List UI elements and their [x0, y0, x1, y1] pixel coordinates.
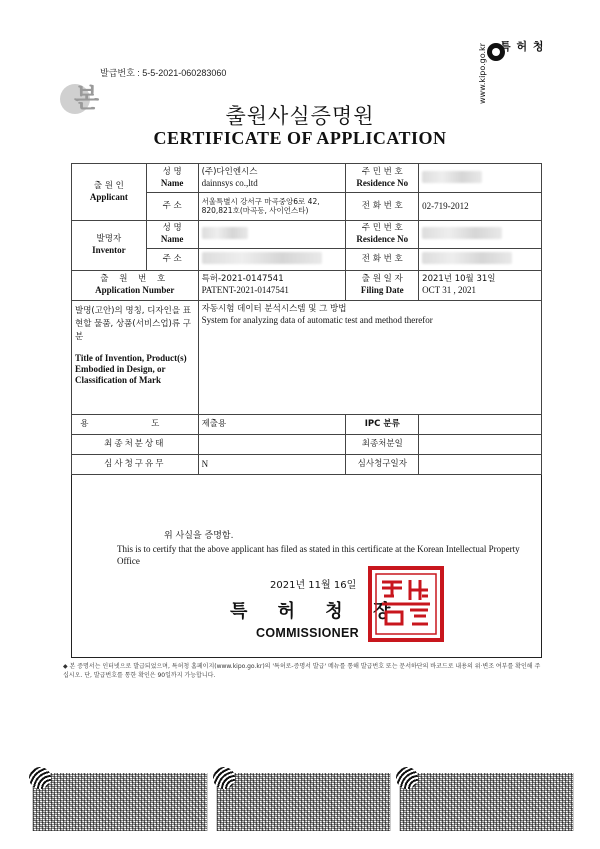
applicant-name-label-en: Name — [160, 177, 184, 188]
filing-date-label-en: Filing Date — [360, 285, 404, 296]
inventor-name-label-en: Name — [160, 234, 184, 245]
exam-request-date-label: 심사청구일자 — [346, 455, 419, 475]
official-seal-icon — [368, 566, 444, 642]
logo-text: 특 허 청 — [500, 40, 545, 53]
final-status-label: 최종처분상태 — [72, 435, 199, 455]
inventor-resno-cell — [419, 221, 542, 249]
issuance-notice: ◆ 본 증명서는 인터넷으로 발급되었으며, 특허청 홈페이지(www.kipo.go.kr)의 '특허로-증명서 발급' 메뉴를 통해 발급번호 또는 문서하단의 바코드로 내용의 위·변조 여부를 확인해 주십시오. 단, 발급번호를 통한 확인은 90일까지 가능합니다. — [63, 663, 541, 679]
application-table — [71, 163, 542, 475]
application-number-ko: 특허-2021-0147541 — [201, 274, 284, 285]
inventor-label-cell — [72, 221, 147, 271]
ipc-label: IPC 분류 — [346, 415, 419, 435]
document-barcode-3 — [399, 773, 574, 831]
inventor-label-ko: 발명자 — [96, 234, 122, 245]
application-number-en: PATENT-2021-0147541 — [201, 285, 289, 296]
application-number-label-cell — [72, 271, 199, 301]
title-of-invention-label-cell — [72, 301, 199, 415]
applicant-phone-label: 전 화 번 호 — [346, 193, 419, 221]
issue-date: 2021년 11월 16일 — [270, 580, 357, 591]
inventor-label-en: Inventor — [92, 245, 126, 256]
applicant-name-ko: (주)다인엔시스 — [201, 166, 258, 177]
applicant-label-en: Applicant — [89, 191, 128, 202]
redacted-block — [202, 252, 322, 264]
issuer-title-ko: 특 허 청 장 — [230, 601, 403, 622]
filing-date-label-cell — [346, 271, 419, 301]
document-barcode-2 — [216, 773, 391, 831]
applicant-name-label-cell — [146, 164, 198, 193]
document-barcode-1 — [32, 773, 208, 831]
exam-request-label: 심사청구유무 — [72, 455, 199, 475]
logo-url-text: www.kipo.go.kr — [478, 43, 487, 104]
application-number-label-ko: 출 원 번 호 — [100, 274, 170, 285]
applicant-resno-label-cell — [346, 164, 419, 193]
final-date-label: 최종처분일 — [346, 435, 419, 455]
issue-number: 발급번호 : 5-5-2021-060283060 — [100, 68, 227, 78]
applicant-name-cell — [198, 164, 346, 193]
inventor-phone-cell — [419, 249, 542, 271]
filing-date-ko: 2021년 10월 31일 — [422, 274, 496, 285]
applicant-resno-label-en: Residence No — [356, 177, 409, 188]
inventor-name-cell — [198, 221, 346, 249]
inventor-phone-label: 전 화 번 호 — [346, 249, 419, 271]
certification-text-ko: 위 사실을 증명함. — [164, 531, 234, 541]
exam-request-value: N — [198, 455, 346, 475]
final-status-value — [198, 435, 346, 455]
inventor-resno-label-cell — [346, 221, 419, 249]
applicant-resno-label-ko: 주 민 번 호 — [361, 166, 403, 177]
original-watermark: 본 — [60, 84, 104, 114]
exam-request-date-value — [419, 455, 542, 475]
filing-date-cell — [419, 271, 542, 301]
redacted-block — [422, 252, 512, 264]
applicant-phone: 02-719-2012 — [419, 193, 542, 221]
applicant-address-label: 주 소 — [146, 193, 198, 221]
inventor-name-label-ko: 성 명 — [162, 223, 182, 234]
filing-date-en: OCT 31 , 2021 — [422, 285, 477, 296]
page-title-english: CERTIFICATE OF APPLICATION — [153, 128, 447, 148]
title-of-invention-label-en: Title of Invention, Product(s) Embodied in Design, or Classification of Mark — [75, 353, 187, 385]
inventor-resno-label-en: Residence No — [356, 234, 409, 245]
inventor-resno-label-ko: 주 민 번 호 — [361, 223, 403, 234]
issuer-title-en: COMMISSIONER — [256, 626, 359, 640]
redacted-block — [422, 227, 502, 239]
applicant-name-label-ko: 성 명 — [162, 166, 182, 177]
final-date-value — [419, 435, 542, 455]
applicant-label-ko: 출 원 인 — [93, 180, 124, 191]
application-number-cell — [198, 271, 346, 301]
applicant-resno-cell — [419, 164, 542, 193]
applicant-name-en: dainnsys co.,ltd — [201, 177, 258, 188]
application-number-label-en: Application Number — [95, 285, 175, 296]
title-of-invention-ko: 자동시험 데이터 분석시스템 및 그 방법 — [201, 304, 347, 314]
title-of-invention-en: System for analyzing data of automatic test and method therefor — [201, 314, 433, 325]
applicant-address: 서울특별시 강서구 마곡중앙6로 42, 820,821호(마곡동, 사이언스타) — [198, 193, 346, 221]
certification-text-en: This is to certify that the above applicant has filed as stated in this certificate at the Korean Intellectual Property Office — [117, 544, 520, 566]
applicant-label-cell — [72, 164, 147, 221]
redacted-block — [422, 171, 482, 183]
filing-date-label-ko: 출 원 일 자 — [361, 274, 403, 285]
usage-value: 제출용 — [198, 415, 346, 435]
inventor-address-cell — [198, 249, 346, 271]
ipc-value — [419, 415, 542, 435]
redacted-block — [202, 227, 248, 239]
page-title-korean: 출원사실증명원 — [225, 104, 375, 128]
usage-label: 용 도 — [72, 415, 199, 435]
title-of-invention-label-ko: 발명(고안)의 명칭, 디자인을 표현할 물품, 상품(서비스업)류 구분 — [75, 306, 191, 342]
inventor-address-label: 주 소 — [146, 249, 198, 271]
title-of-invention-value-cell — [198, 301, 541, 415]
inventor-name-label-cell — [146, 221, 198, 249]
